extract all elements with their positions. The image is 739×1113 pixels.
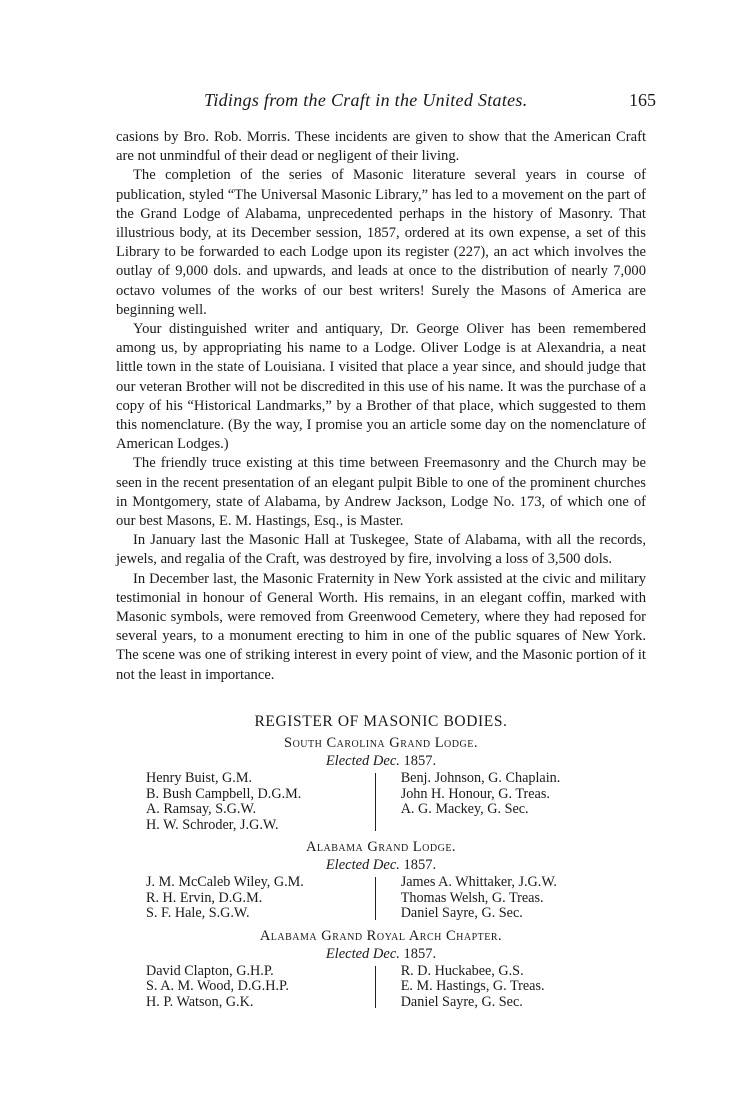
officer-columns — [146, 875, 646, 922]
officer-entry: Daniel Sayre, G. Sec. — [400, 905, 523, 921]
officer-entry: Daniel Sayre, G. Sec. — [400, 993, 523, 1010]
section-title: Alabama Grand Royal Arch Chapter. — [259, 927, 503, 944]
officer-entry: Benj. Johnson, G. Chaplain. — [400, 770, 561, 786]
register-of-masonic-bodies — [116, 713, 646, 1016]
elected-year: 1857. — [403, 945, 437, 962]
officer-entry: S. A. M. Wood, D.G.H.P. — [146, 978, 289, 994]
elected-line — [116, 946, 646, 964]
officer-entry: J. M. McCaleb Wiley, G.M. — [146, 874, 304, 890]
elected-label: Elected Dec. — [325, 857, 400, 873]
column-divider — [375, 773, 376, 831]
officers-right — [401, 964, 646, 1011]
column-divider — [375, 877, 376, 920]
paragraph: In January last the Masonic Hall at Tuskegee, State of Alabama, with all the records, jewels, and regalia of the Craft, was destroyed by fire, involving a loss of 3,500 dols. — [116, 532, 646, 568]
elected-year: 1857. — [403, 857, 437, 873]
page-number: 165 — [629, 90, 656, 110]
officer-entry: John H. Honour, G. Treas. — [400, 785, 550, 802]
paragraph: Your distinguished writer and antiquary, Dr. George Oliver has been remembered among us, by appropriating his name to a Lodge. Oliver Lodge is at Alexandria, a neat little town in the state of Louisiana. I visited that place a year since, and should judge that our veteran Brother will not be discredited in this use of his name. It was the purchase of a copy of his “Historical Landmarks,” by a Brother of that place, which suggested to them this nomenclature. (By the way, I promise you an article some day on the nomenclature of American Lodges.) — [116, 321, 646, 453]
officer-entry: A. Ramsay, S.G.W. — [146, 801, 257, 817]
officers-left — [146, 964, 372, 1011]
officer-entry: David Clapton, G.H.P. — [146, 962, 274, 979]
officers-right — [401, 771, 646, 833]
register-heading: REGISTER OF MASONIC BODIES. — [254, 713, 508, 730]
officer-columns — [146, 771, 646, 833]
officers-right — [401, 875, 646, 922]
section-title: South Carolina Grand Lodge. — [284, 735, 478, 751]
article-body — [116, 128, 646, 685]
paragraph: casions by Bro. Rob. Morris. These incidents are given to show that the American Craft are not unmindful of their dead or negligent of their living. — [116, 129, 646, 165]
elected-line — [116, 753, 646, 771]
elected-label: Elected Dec. — [325, 753, 400, 769]
elected-label: Elected Dec. — [325, 945, 400, 962]
officer-entry: Thomas Welsh, G. Treas. — [400, 889, 544, 906]
officer-entry: A. G. Mackey, G. Sec. — [400, 801, 529, 817]
officer-entry: R. D. Huckabee, G.S. — [400, 962, 524, 979]
officers-left — [146, 771, 372, 833]
officer-columns — [146, 964, 646, 1011]
officer-entry: S. F. Hale, S.G.W. — [146, 905, 250, 921]
section-title: Alabama Grand Lodge. — [305, 839, 457, 855]
officer-entry: Henry Buist, G.M. — [146, 770, 253, 786]
paragraph: The friendly truce existing at this time between Freemasonry and the Church may be seen in the recent presentation of an elegant pulpit Bible to one of the prominent churches in Montgomery, state of Alabama, by Andrew Jackson, Lodge No. 173, of which one of our best Masons, E. M. Hastings, Esq., is Master. — [116, 455, 646, 530]
register-section — [116, 839, 646, 922]
register-section — [116, 735, 646, 833]
elected-line — [116, 857, 646, 875]
officer-entry: H. W. Schroder, J.G.W. — [146, 816, 279, 833]
officers-left — [146, 875, 372, 922]
officer-entry: E. M. Hastings, G. Treas. — [400, 978, 545, 994]
officer-entry: James A. Whittaker, J.G.W. — [400, 874, 557, 890]
running-title: Tidings from the Craft in the United States. — [204, 90, 528, 110]
elected-year: 1857. — [403, 753, 437, 769]
officer-entry: B. Bush Campbell, D.G.M. — [146, 785, 302, 802]
running-header — [116, 90, 656, 116]
officer-entry: H. P. Watson, G.K. — [146, 993, 254, 1010]
register-section — [116, 928, 646, 1011]
officer-entry: R. H. Ervin, D.G.M. — [146, 889, 263, 906]
paragraph: In December last, the Masonic Fraternity in New York assisted at the civic and military testimonial in honour of General Worth. His remains, in an elegant coffin, marked with Masonic symbols, were removed from Greenwood Cemetery, where they had reposed for several years, to a monument erecting to him in one of the public squares of New York. The scene was one of striking interest in every point of view, and the Masonic portion of it not the least in importance. — [116, 570, 646, 683]
paragraph: The completion of the series of Masonic literature several years in course of publication, styled “The Universal Masonic Library,” has led to a movement on the part of the Grand Lodge of Alabama, unprecedented perhaps in the history of Masonry. That illustrious body, at its December session, 1857, ordered at its own expense, a set of this Library to be forwarded to each Lodge upon its register (227), an act which involves the outlay of 9,000 dols. and upwards, and leads at once to the distribution of nearly 7,000 octavo volumes of the works of our best writers! Surely the Masons of America are beginning well. — [116, 167, 646, 318]
column-divider — [375, 966, 376, 1009]
